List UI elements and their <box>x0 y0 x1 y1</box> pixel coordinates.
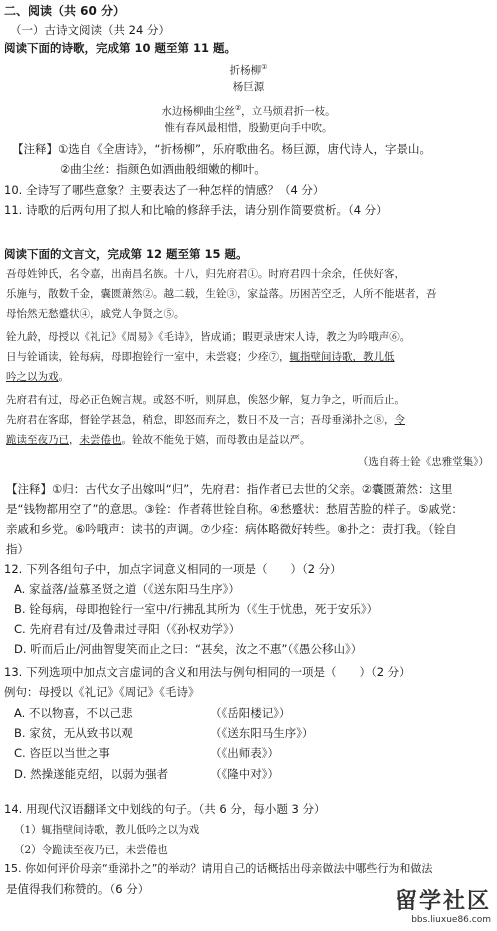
question-13-option-c: C. 咨臣以当世之事 <box>14 746 110 760</box>
question-13-option-b: B. 家贫，无从致书以观 <box>14 726 133 740</box>
prose-p3-line-2 <box>6 413 405 427</box>
prose-note-line-4: 指） <box>6 542 29 556</box>
watermark-logo: 留学社区 <box>394 888 491 914</box>
question-10: 10. 全诗写了哪些意象？主要表达了一种怎样的情感？（4 分） <box>4 183 325 197</box>
poem-line-1-text: 水边杨柳曲尘丝 <box>161 105 235 118</box>
poem-instruction: 阅读下面的诗歌，完成第 10 题至第 11 题。 <box>4 41 237 55</box>
question-12-stem: 12. 下列各组句子中，加点字词意义相同的一项是（ ）（2 分） <box>4 562 342 576</box>
prose-note-line-2: 是“钱物都用空了”的意思。③铨：作者蒋世铨自称。④愁蹙状：愁眉苦脸的样子。⑤戚党： <box>6 502 463 516</box>
question-15-line-2: 是值得我们称赞的。（6 分） <box>6 882 150 896</box>
prose-p1-line-1: 吾母姓钟氏，名令嘉，出南昌名族。十八，归先府君①。时府君四十余余，任侠好客， <box>6 268 405 280</box>
prose-p2-line-2 <box>6 350 395 364</box>
prose-underlined-sentence-2c: 未尝倦也 <box>79 434 122 446</box>
prose-underlined-sentence-2a: 令 <box>394 414 405 426</box>
question-14-stem: 14. 用现代汉语翻译文中划线的句子。（共 6 分，每小题 3 分） <box>4 802 326 816</box>
watermark-url: bbs.liuxue86.com <box>411 915 491 925</box>
question-13-stem: 13. 下列选项中加点文言虚词的含义和用法与例句相同的一项是（ ）（2 分） <box>4 665 411 679</box>
poem-title <box>0 60 497 78</box>
prose-p1-line-2: 乐施与，散数千金，囊匮萧然②。越二载，生铨③，家益落。历困苦空乏，人所不能堪者，吾 <box>6 288 437 300</box>
question-13-option-d-source: （《隆中对》） <box>210 767 279 781</box>
prose-underlined-sentence-1a: 辄指壁间诗歌，教儿低 <box>289 351 395 363</box>
poem-note-1: 【注释】①选自《全唐诗》，“折杨柳”，乐府歌曲名。杨巨源，唐代诗人，字景山。 <box>12 142 431 156</box>
question-13-option-c-source: （《出师表》） <box>210 746 279 760</box>
question-13-option-a-source: （《岳阳楼记》） <box>210 706 291 720</box>
question-12-option-b: B. 铨每病，母即抱铨行一室中/行拂乱其所为（《生于忧患，死于安乐》） <box>14 602 379 616</box>
prose-p3-line-3-end: 。铨故不能免于嬉，而母教由是益以严。 <box>121 434 311 446</box>
site-watermark <box>395 884 491 925</box>
prose-p3-line-3 <box>6 433 311 447</box>
prose-underlined-sentence-2b: 跪读至夜乃已 <box>6 434 69 446</box>
question-12-option-c: C. 先府君有过/及鲁肃过寻阳（《孙权劝学》） <box>14 622 241 636</box>
question-12-option-a: A. 家益落/益慕圣贤之道（《送东阳马生序》） <box>14 582 240 596</box>
prose-p2-line-1: 铨九龄，母授以《礼记》《周易》《毛诗》，皆成诵；暇更录唐宋人诗，教之为吟哦声⑥。 <box>6 331 411 343</box>
prose-note-line-1: 【注释】①归：古代女子出嫁叫“归”，先府君：指作者已去世的父亲。②囊匮萧然：这里 <box>6 482 453 496</box>
prose-note-line-3: 亲戚和乡党。⑥吟哦声：读书的声调。⑦少痊：病体略微好转些。⑧扑之：责打我。（铨自 <box>6 522 457 536</box>
poem-note-2: ②曲尘丝：指颜色如酒曲般细嫩的柳叶。 <box>60 162 266 176</box>
prose-p3-line-1: 先府君有过，母必正色婉言规。或怒不听，则屏息，俟怒少解，复力争之，听而后止。 <box>6 394 405 406</box>
prose-p1-line-3: 母怡然无愁蹙状④，戚党人争贤之⑤。 <box>6 308 185 320</box>
prose-p3-line-2-text: 先府君在客邸，督铨学甚急，稍怠，即怒而弃之，数日不及一言；吾母垂涕扑之⑧， <box>6 414 395 426</box>
poem-title-text: 折杨柳 <box>229 64 262 77</box>
question-14-sentence-2: （2）令跪读至夜乃已，未尝倦也 <box>14 844 168 856</box>
prose-p2-line-2-text: 日与铨诵读，铨每病，母即抱铨行一室中，未尝寝；少痊⑦， <box>6 351 290 363</box>
poem-line-2: 惟有春风最相惜，殷勤更向手中吹。 <box>164 122 333 134</box>
question-13-option-d: D. 然操遂能克绍，以弱为强者 <box>14 767 169 781</box>
question-14-sentence-1: （1）辄指壁间诗歌，教儿低吟之以为戏 <box>14 824 200 836</box>
prose-p2-line-3-end: 。 <box>58 371 69 383</box>
question-11: 11. 诗歌的后两句用了拟人和比喻的修辞手法，请分别作简要赏析。（4 分） <box>4 203 388 217</box>
section-title: 二、阅读（共 60 分） <box>4 4 126 18</box>
prose-instruction: 阅读下面的文言文，完成第 12 题至第 15 题。 <box>4 247 248 261</box>
poem-line-1-note-mark: ② <box>234 104 242 112</box>
poem-line-1-rest: ，立马烦君折一枝。 <box>241 105 336 118</box>
poem-title-note-mark: ① <box>261 63 268 71</box>
prose-p2-line-3 <box>6 370 69 384</box>
question-13-option-a: A. 不以物喜，不以己悲 <box>14 706 133 720</box>
prose-p3-comma: ， <box>69 434 80 446</box>
question-13-option-b-source: （《送东阳马生序》） <box>210 726 314 740</box>
prose-source: （选自蒋士铨《忠雅堂集》） <box>357 456 489 468</box>
poem-author: 杨巨源 <box>232 81 265 93</box>
question-12-option-d: D. 听而后止/河曲智叟笑而止之曰：“甚矣，汝之不惠”（《愚公移山》） <box>14 642 363 656</box>
subsection-title: （一）古诗文阅读（共 24 分） <box>10 23 170 37</box>
question-15-line-1: 15. 你如何评价母亲“垂涕扑之”的举动？请用自己的话概括出母亲做法中哪些行为和做法 <box>4 862 433 875</box>
question-13-example: 例句：母授以《礼记》《周记》《毛诗》 <box>4 685 200 699</box>
prose-underlined-sentence-1b: 吟之以为戏 <box>6 371 59 383</box>
poem-line-1 <box>0 101 497 119</box>
